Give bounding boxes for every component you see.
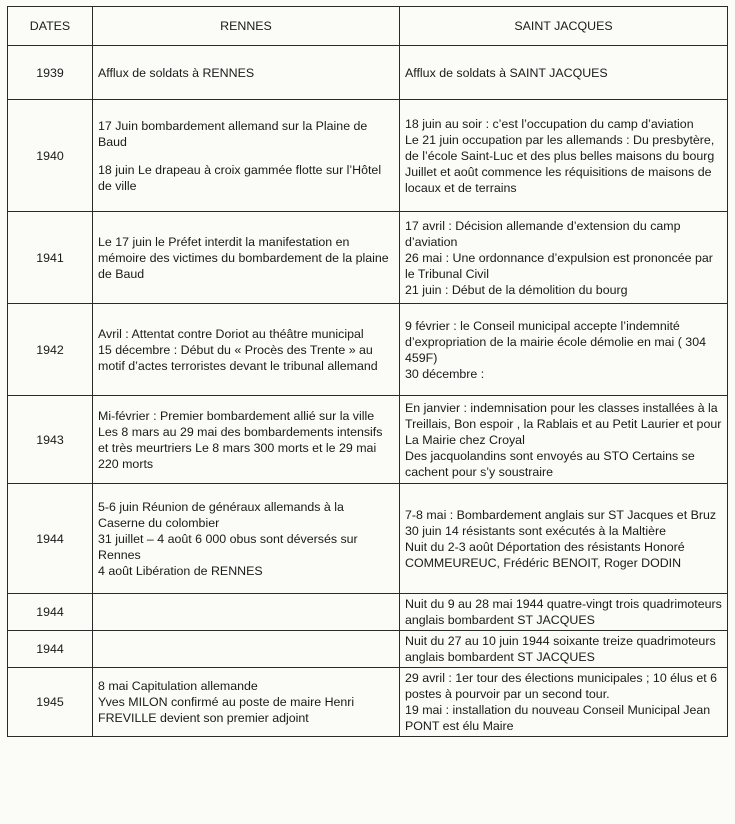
event-text: 18 juin Le drapeau à croix gammée flotte sur l’Hôtel de ville bbox=[98, 162, 382, 193]
timeline-table bbox=[7, 6, 728, 737]
event-text: 7-8 mai : Bombardement anglais sur ST Jacques et Bruz bbox=[405, 507, 717, 522]
saint-jacques-cell bbox=[400, 304, 728, 396]
event-text: Nuit du 9 au 28 mai 1944 quatre-vingt trois quadrimoteurs anglais bombardent ST JACQUES bbox=[405, 597, 722, 627]
event-text: Mi-février : Premier bombardement allié sur la ville bbox=[98, 408, 375, 423]
table-row bbox=[8, 668, 728, 737]
event-text: 19 mai : installation du nouveau Conseil Municipal Jean PONT est élu Maire bbox=[405, 703, 711, 733]
event-text: 4 août Libération de RENNES bbox=[98, 563, 263, 578]
event-text: 30 juin 14 résistants sont exécutés à la Maltière bbox=[405, 523, 667, 538]
rennes-cell bbox=[93, 304, 400, 396]
header-saint-jacques: SAINT JACQUES bbox=[400, 7, 728, 46]
event-text: Des jacquolandins sont envoyés au STO Certains se cachent pour s’y soustraire bbox=[405, 448, 695, 479]
event-text: Afflux de soldats à SAINT JACQUES bbox=[405, 65, 608, 80]
saint-jacques-cell bbox=[400, 594, 728, 631]
saint-jacques-cell bbox=[400, 396, 728, 484]
rennes-cell bbox=[93, 594, 400, 631]
event-text: Les 8 mars au 29 mai des bombardements intensifs et très meurtriers Le 8 mars 300 morts et le 29 mai 220 morts bbox=[98, 424, 383, 471]
event-text: 31 juillet – 4 août 6 000 obus sont déversés sur Rennes bbox=[98, 531, 358, 562]
rennes-cell bbox=[93, 46, 400, 100]
event-text: Avril : Attentat contre Doriot au théâtre municipal bbox=[98, 326, 364, 341]
header-rennes: RENNES bbox=[93, 7, 400, 46]
table-row bbox=[8, 212, 728, 304]
event-text: Nuit du 27 au 10 juin 1944 soixante treize quadrimoteurs anglais bombardent ST JACQUES bbox=[405, 634, 716, 664]
event-text: 26 mai : Une ordonnance d’expulsion est prononcée par le Tribunal Civil bbox=[405, 250, 713, 281]
event-text: En janvier : indemnisation pour les classes installées à la Treillais, Bon espoir , la Rablais et au Petit Laurier et pour La Mairie chez Croyal bbox=[405, 400, 722, 447]
rennes-cell bbox=[93, 396, 400, 484]
table-row bbox=[8, 594, 728, 631]
event-text: 18 juin au soir : c’est l’occupation du camp d’aviation bbox=[405, 116, 694, 131]
year-cell: 1940 bbox=[8, 100, 93, 212]
event-text: 8 mai Capitulation allemande bbox=[98, 679, 258, 693]
event-text: 30 décembre : bbox=[405, 366, 485, 381]
table-body bbox=[8, 46, 728, 737]
header-dates: DATES bbox=[8, 7, 93, 46]
rennes-cell bbox=[93, 631, 400, 668]
spacer bbox=[98, 150, 394, 162]
year-cell: 1944 bbox=[8, 594, 93, 631]
event-text: 15 décembre : Début du « Procès des Trente » au motif d’actes terroristes devant le tribunal allemand bbox=[98, 342, 378, 373]
event-text: Afflux de soldats à RENNES bbox=[98, 65, 255, 80]
year-cell: 1942 bbox=[8, 304, 93, 396]
saint-jacques-cell bbox=[400, 668, 728, 737]
year-cell: 1943 bbox=[8, 396, 93, 484]
table-row bbox=[8, 484, 728, 594]
rennes-cell bbox=[93, 212, 400, 304]
event-text: 17 avril : Décision allemande d’extension du camp d’aviation bbox=[405, 218, 681, 249]
table-row bbox=[8, 396, 728, 484]
year-cell: 1945 bbox=[8, 668, 93, 737]
saint-jacques-cell bbox=[400, 631, 728, 668]
saint-jacques-cell bbox=[400, 46, 728, 100]
event-text: 17 Juin bombardement allemand sur la Plaine de Baud bbox=[98, 118, 368, 149]
table-row bbox=[8, 46, 728, 100]
event-text: Yves MILON confirmé au poste de maire Henri FREVILLE devient son premier adjoint bbox=[98, 695, 355, 725]
year-cell: 1944 bbox=[8, 484, 93, 594]
table-row bbox=[8, 304, 728, 396]
event-text: 9 février : le Conseil municipal accepte l’indemnité d’expropriation de la mairie école démolie en mai ( 304 459F) bbox=[405, 318, 706, 365]
rennes-cell bbox=[93, 484, 400, 594]
header-row bbox=[8, 7, 728, 46]
year-cell: 1939 bbox=[8, 46, 93, 100]
event-text: Le 21 juin occupation par les allemands : Du presbytère, de l’école Saint-Luc et des plus belles maisons du bourg bbox=[405, 132, 715, 163]
saint-jacques-cell bbox=[400, 100, 728, 212]
rennes-cell bbox=[93, 668, 400, 737]
year-cell: 1941 bbox=[8, 212, 93, 304]
event-text: Juillet et août commence les réquisitions de maisons de locaux et de terrains bbox=[405, 164, 712, 195]
event-text: Nuit du 2-3 août Déportation des résistants Honoré COMMEUREUC, Frédéric BENOIT, Roger DODIN bbox=[405, 539, 685, 570]
table-row bbox=[8, 631, 728, 668]
saint-jacques-cell bbox=[400, 212, 728, 304]
event-text: 5-6 juin Réunion de généraux allemands à la Caserne du colombier bbox=[98, 499, 344, 530]
year-cell: 1944 bbox=[8, 631, 93, 668]
table-row bbox=[8, 100, 728, 212]
saint-jacques-cell bbox=[400, 484, 728, 594]
rennes-cell bbox=[93, 100, 400, 212]
event-text: 21 juin : Début de la démolition du bourg bbox=[405, 282, 628, 297]
event-text: 29 avril : 1er tour des élections municipales ; 10 élus et 6 postes à pourvoir par un second tour. bbox=[405, 671, 717, 701]
event-text: Le 17 juin le Préfet interdit la manifestation en mémoire des victimes du bombardement de la plaine de Baud bbox=[98, 234, 389, 281]
